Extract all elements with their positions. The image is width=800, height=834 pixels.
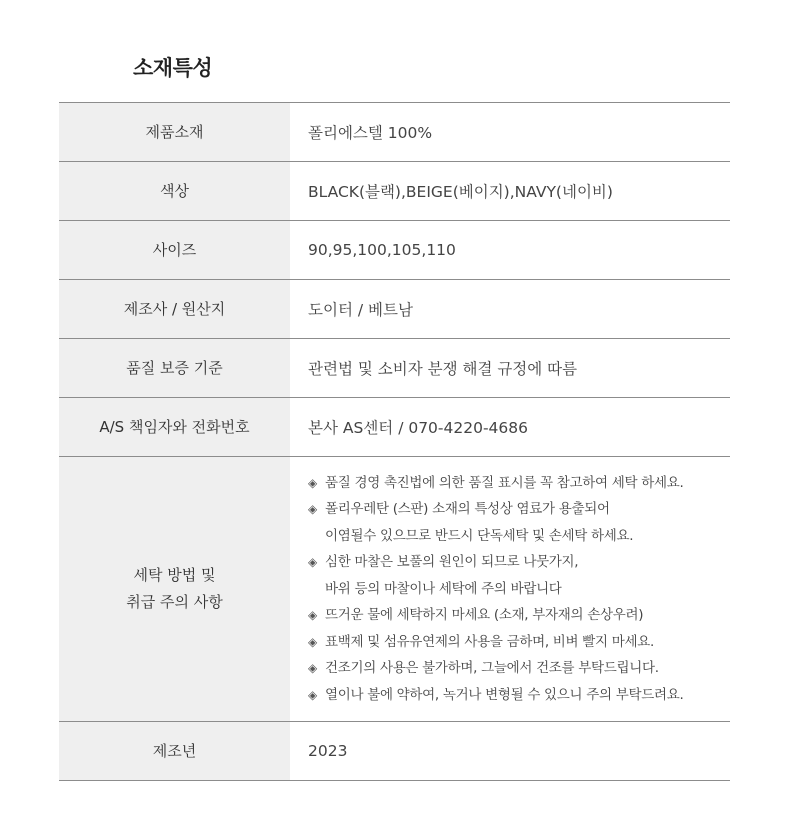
spec-row-size — [59, 221, 730, 280]
care-text: 건조기의 사용은 불가하며, 그늘에서 건조를 부탁드립니다. — [325, 660, 659, 677]
spec-row-color — [59, 162, 730, 221]
care-item — [308, 602, 730, 629]
spec-label: 색상 — [59, 162, 290, 221]
spec-label: 품질 보증 기준 — [59, 339, 290, 398]
care-item — [308, 549, 730, 576]
spec-row-quality-standard — [59, 339, 730, 398]
care-label-line: 세탁 방법 및 — [133, 566, 216, 584]
section-title: 소재특성 — [133, 56, 213, 80]
diamond-bullet-icon: ◈ — [308, 555, 317, 570]
care-text: 표백제 및 섬유유연제의 사용을 금하며, 비벼 빨지 마세요. — [325, 633, 654, 650]
spec-row-manufacturer — [59, 280, 730, 339]
diamond-bullet-icon: ◈ — [308, 502, 317, 517]
spec-label: 사이즈 — [59, 221, 290, 280]
spec-row-as-contact — [59, 398, 730, 457]
spec-value: 도이터 / 베트남 — [290, 280, 730, 339]
product-spec-table — [59, 102, 730, 781]
care-item — [308, 523, 730, 550]
care-item — [308, 655, 730, 682]
spec-label: A/S 책임자와 전화번호 — [59, 398, 290, 457]
spec-row-care — [59, 457, 730, 722]
care-item — [308, 496, 730, 523]
care-label-line: 취급 주의 사항 — [126, 593, 223, 611]
spec-row-manufacture-year — [59, 722, 730, 781]
spec-value: BLACK(블랙),BEIGE(베이지),NAVY(네이비) — [290, 162, 730, 221]
spec-value: 관련법 및 소비자 분쟁 해결 규정에 따름 — [290, 339, 730, 398]
spec-value: 2023 — [290, 722, 730, 781]
care-text: 뜨거운 물에 세탁하지 마세요 (소재, 부자재의 손상우려) — [325, 607, 644, 624]
care-text: 바위 등의 마찰이나 세탁에 주의 바랍니다 — [325, 580, 562, 597]
spec-value: 폴리에스텔 100% — [290, 103, 730, 162]
care-item — [308, 576, 730, 603]
care-label — [59, 457, 290, 722]
diamond-bullet-icon: ◈ — [308, 475, 317, 490]
spec-value: 본사 AS센터 / 070-4220-4686 — [290, 398, 730, 457]
diamond-bullet-icon: ◈ — [308, 661, 317, 676]
diamond-bullet-icon: ◈ — [308, 687, 317, 702]
care-list — [308, 470, 730, 709]
care-text: 폴리우레탄 (스판) 소재의 특성상 염료가 용출되어 — [325, 501, 610, 518]
care-text: 이염될수 있으므로 반드시 단독세탁 및 손세탁 하세요. — [325, 527, 634, 544]
spec-value: 90,95,100,105,110 — [290, 221, 730, 280]
spec-label: 제조년 — [59, 722, 290, 781]
diamond-bullet-icon: ◈ — [308, 608, 317, 623]
diamond-bullet-icon: ◈ — [308, 634, 317, 649]
care-item — [308, 629, 730, 656]
care-instructions — [290, 457, 730, 722]
care-item — [308, 470, 730, 497]
care-text: 품질 경영 촉진법에 의한 품질 표시를 꼭 참고하여 세탁 하세요. — [325, 474, 684, 491]
spec-label: 제품소재 — [59, 103, 290, 162]
care-text: 심한 마찰은 보풀의 원인이 되므로 나뭇가지, — [325, 554, 579, 571]
care-text: 열이나 불에 약하여, 녹거나 변형될 수 있으니 주의 부탁드려요. — [325, 686, 684, 703]
care-item — [308, 682, 730, 709]
spec-label: 제조사 / 원산지 — [59, 280, 290, 339]
spec-row-material — [59, 103, 730, 162]
